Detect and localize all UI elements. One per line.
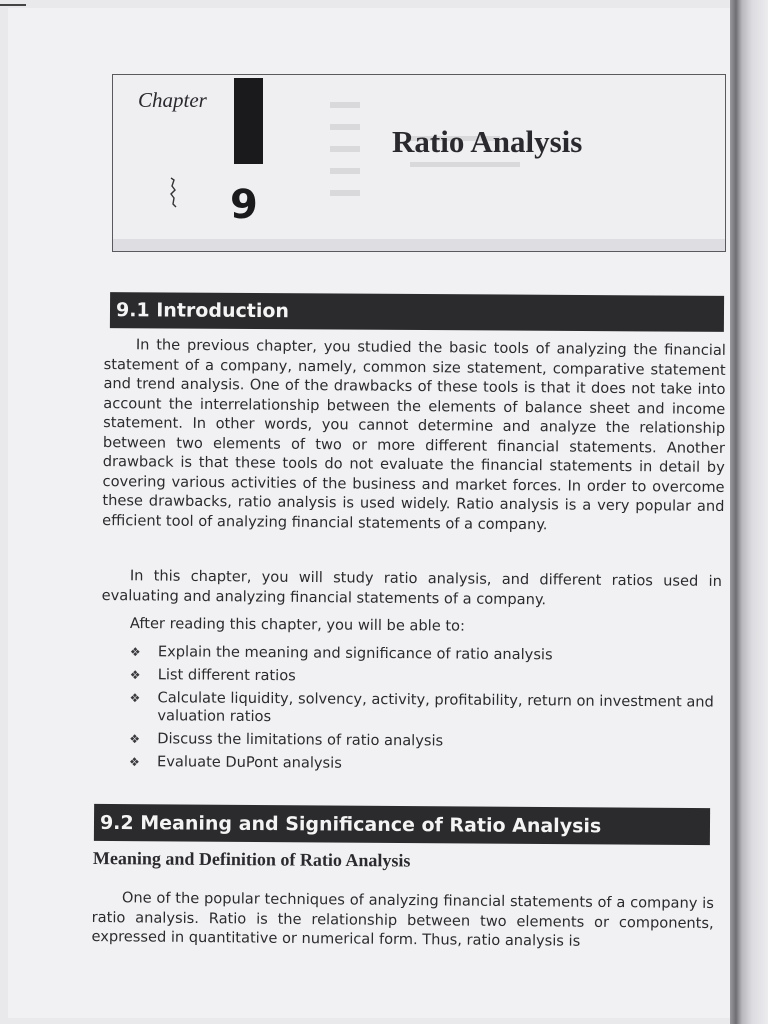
diamond-bullet-icon: ❖ (129, 731, 141, 747)
chapter-decorative-bar (234, 78, 263, 164)
list-item (129, 689, 729, 730)
diamond-bullet-icon: ❖ (129, 690, 141, 706)
chapter-box-band (113, 239, 725, 251)
list-item (130, 666, 730, 689)
pen-mark (168, 176, 178, 208)
learning-objectives-list (129, 643, 730, 781)
diamond-bullet-icon: ❖ (129, 667, 141, 683)
list-item (130, 643, 730, 666)
objective-text: List different ratios (157, 666, 296, 685)
intro-paragraph: In the previous chapter, you studied the basic tools of analyzing the financial statement of a company, namely, common size statement, comparative statement and trend analysis. One of the drawbacks of these tools is that it does not take into account the interrelationship between the elements of balance sheet and income statement. In other words, you cannot determine and analyze the relationship between two elements of two or more different financial statements. Another drawback is that these tools do not evaluate the financial statements in detail by covering various activities of the business and market forces. In order to overcome these drawbacks, ratio analysis is used widely. Ratio analysis is a very popular and efficient tool of analyzing financial statements of a company. (102, 336, 726, 533)
chapter-label: Chapter (138, 88, 207, 112)
corner-mark (0, 4, 26, 6)
list-item (129, 753, 729, 776)
objective-text: Evaluate DuPont analysis (157, 753, 342, 772)
page-binding-shadow (730, 0, 768, 1024)
section-heading-meaning-significance: 9.2 Meaning and Significance of Ratio Analysis (94, 804, 710, 845)
list-item (129, 730, 729, 753)
chapter-number: 9 (230, 182, 258, 228)
diamond-bullet-icon: ❖ (129, 644, 141, 660)
meaning-paragraph: One of the popular techniques of analyzing financial statements of a company is ratio analysis. Ratio is the relationship between two elements or components, expressed in quantitative or numerical form. Thus, ratio analysis is (91, 889, 714, 950)
objective-text: Calculate liquidity, solvency, activity, profitability, return on investment and valuation ratios (157, 689, 714, 726)
section-heading-introduction: 9.1 Introduction (110, 292, 724, 332)
objective-text: Discuss the limitations of ratio analysis (157, 730, 444, 750)
chapter-title: Ratio Analysis (392, 124, 583, 159)
objective-text: Explain the meaning and significance of ratio analysis (157, 643, 553, 664)
diamond-bullet-icon: ❖ (129, 754, 140, 770)
objectives-intro: After reading this chapter, you will be able to: (129, 614, 465, 635)
chapter-scope-paragraph: In this chapter, you will study ratio analysis, and different ratios used in evaluating and analyzing financial statements of a company. (101, 567, 722, 608)
subheading-meaning-definition: Meaning and Definition of Ratio Analysis (92, 848, 411, 871)
